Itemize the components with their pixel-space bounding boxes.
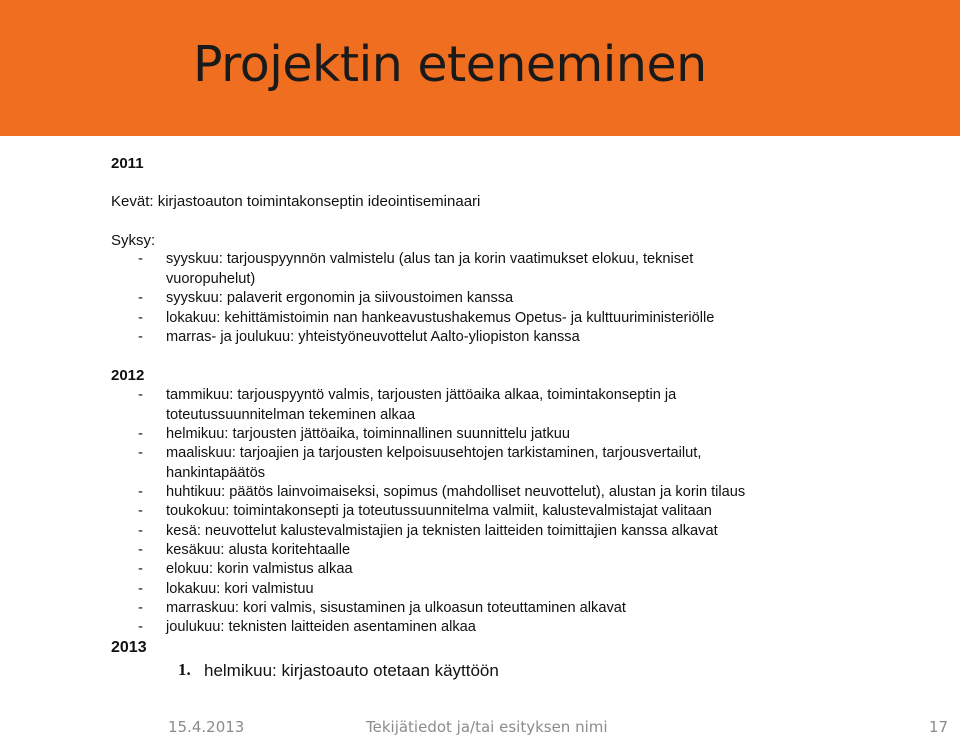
item-2012-december: joulukuu: teknisten laitteiden asentaminen alkaa [166,619,476,635]
list-dash: - [138,425,143,442]
list-dash: - [138,328,143,345]
list-dash: - [138,560,143,577]
year-2011: 2011 [111,155,144,172]
autumn-item-2: syyskuu: palaverit ergonomin ja siivoustoimen kanssa [166,290,514,306]
item-2012-october: lokakuu: kori valmistuu [166,581,314,597]
year-2012: 2012 [111,367,145,384]
footer-presentation-name: Tekijätiedot ja/tai esityksen nimi [366,718,608,736]
spring-line: Kevät: kirjastoauton toimintakonseptin ideointiseminaari [111,193,481,210]
footer-date: 15.4.2013 [168,718,245,736]
item-2012-january: tammikuu: tarjouspyyntö valmis, tarjousten jättöaika alkaa, toimintakonseptin ja toteutussuunnitelman tekeminen alkaa [166,387,677,423]
item-2013-number: 1. [178,660,191,679]
item-2012-november: marraskuu: kori valmis, sisustaminen ja ulkoasun toteuttaminen alkavat [166,600,626,616]
item-2012-february: helmikuu: tarjousten jättöaika, toiminnallinen suunnittelu jatkuu [166,426,571,442]
list-dash: - [138,522,143,539]
item-2012-summer: kesä: neuvottelut kalustevalmistajien ja teknisten laitteiden toimittajien kanssa alkavat [166,523,718,539]
autumn-item-3: lokakuu: kehittämistoimin nan hankeavustushakemus Opetus- ja kulttuuriministeriölle [166,310,715,326]
footer-page-number: 17 [929,718,949,736]
list-dash: - [138,502,143,519]
list-dash: - [138,599,143,616]
autumn-item-1: syyskuu: tarjouspyynnön valmistelu (alus tan ja korin vaatimukset elokuu, tekniset vuoropuhelut) [166,251,694,287]
item-2012-august: elokuu: korin valmistus alkaa [166,561,353,577]
item-2012-june: kesäkuu: alusta koritehtaalle [166,542,351,558]
item-2012-may: toukokuu: toimintakonsepti ja toteutussuunnitelma valmiit, kalustevalmistajat valitaan [166,503,712,519]
item-2013-february: helmikuu: kirjastoauto otetaan käyttöön [204,661,499,680]
autumn-label: Syksy: [111,232,156,249]
autumn-item-4: marras- ja joulukuu: yhteistyöneuvottelut Aalto-yliopiston kanssa [166,329,580,345]
slide-title: Projektin eteneminen [193,36,707,93]
year-2013: 2013 [111,639,147,656]
list-dash: - [138,618,143,635]
item-2012-april: huhtikuu: päätös lainvoimaiseksi, sopimus (mahdolliset neuvottelut), alustan ja korin tilaus [166,484,746,500]
list-dash: - [138,483,143,500]
list-dash: - [138,580,143,597]
list-dash: - [138,309,143,326]
item-2012-march: maaliskuu: tarjoajien ja tarjousten kelpoisuusehtojen tarkistaminen, tarjousvertailut, hankintapäätös [166,445,702,481]
list-dash: - [138,444,143,461]
list-dash: - [138,289,143,306]
list-dash: - [138,541,143,558]
list-dash: - [138,386,143,403]
list-dash: - [138,250,143,267]
